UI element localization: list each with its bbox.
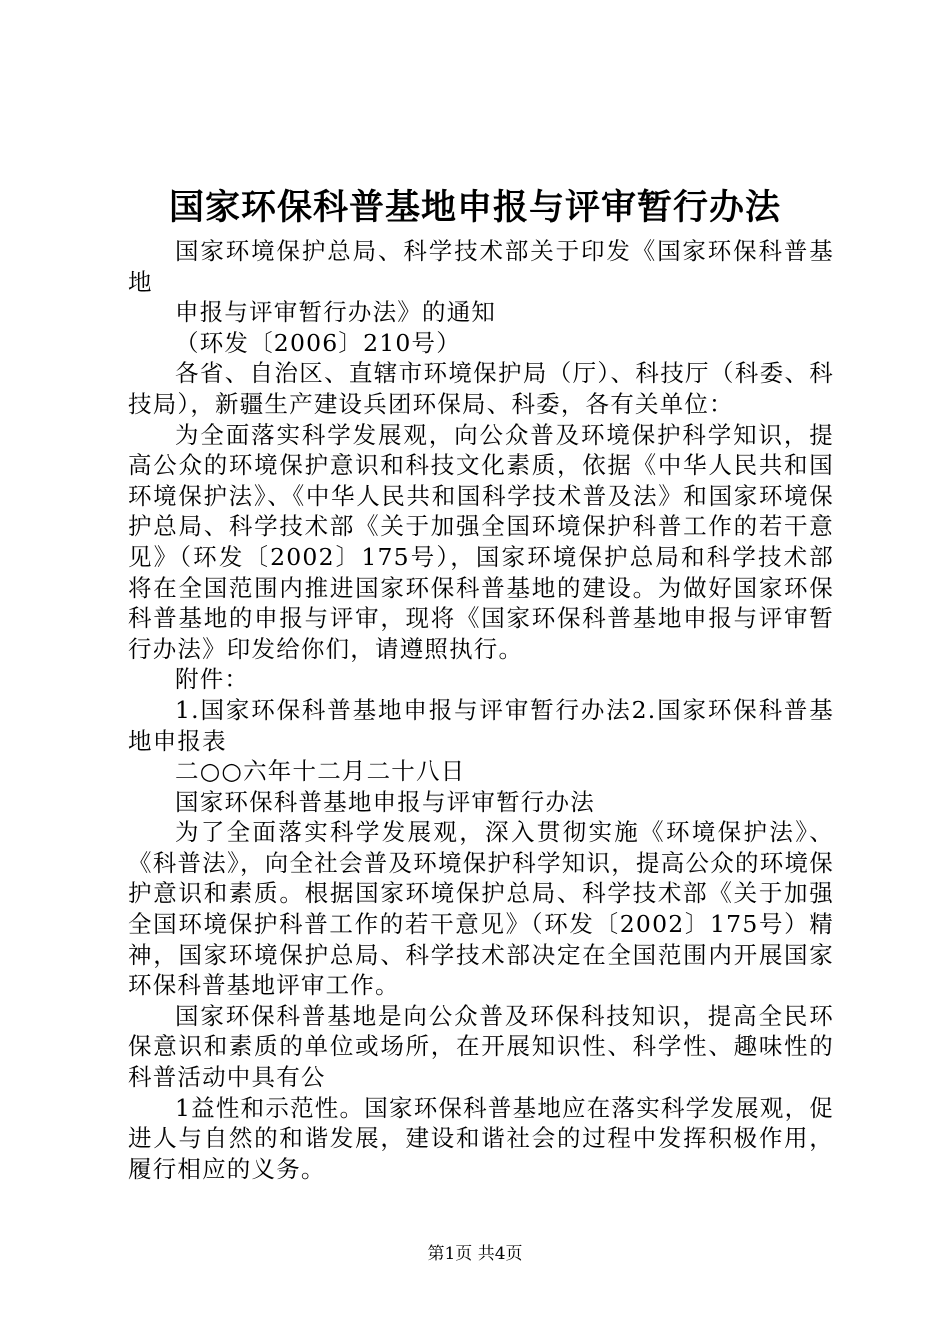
- measures-paragraph-3: 1益性和示范性。国家环保科普基地应在落实科学发展观，促进人与自然的和谐发展，建设和谐社会的过程中发挥积极作用，履行相应的义务。: [128, 1093, 834, 1183]
- document-title: 国家环保科普基地申报与评审暂行办法: [168, 187, 781, 228]
- document-number: （环发〔2006〕210号）: [175, 328, 461, 357]
- document-body: [128, 236, 834, 1184]
- addressees: 各省、自治区、直辖市环境保护局（厅）、科技厅（科委、科技局），新疆生产建设兵团环保局、科委，各有关单位：: [128, 359, 834, 418]
- attachments-label: 附件：: [175, 665, 250, 694]
- measures-paragraph-1: 为了全面落实科学发展观，深入贯彻实施《环境保护法》、《科普法》，向全社会普及环境保护科学知识，提高公众的环境保护意识和素质。根据国家环境保护总局、科学技术部《关于加强全国环境保护科普工作的若干意见》（环发〔2002〕175号）精神，国家环境保护总局、科学技术部决定在全国范围内开展国家环保科普基地评审工作。: [128, 818, 834, 1000]
- page-number-footer: 第1页 共4页: [427, 1244, 523, 1264]
- notice-heading-line-2: 申报与评审暂行办法》的通知: [175, 298, 497, 327]
- attachments-list: 1.国家环保科普基地申报与评审暂行办法2.国家环保科普基地申报表: [128, 695, 834, 755]
- measures-paragraph-2: 国家环保科普基地是向公众普及环保科技知识，提高全民环保意识和素质的单位或场所，在开展知识性、科学性、趣味性的科普活动中具有公: [128, 1001, 834, 1092]
- notice-heading-line-1: 国家环境保护总局、科学技术部关于印发《国家环保科普基地: [128, 237, 834, 296]
- issue-date: 二○○六年十二月二十八日: [175, 757, 466, 786]
- notice-body-paragraph: 为全面落实科学发展观，向公众普及环境保护科学知识，提高公众的环境保护意识和科技文化素质，依据《中华人民共和国环境保护法》、《中华人民共和国科学技术普及法》和国家环境保护总局、科学技术部《关于加强全国环境保护科普工作的若干意见》（环发〔2002〕175号），国家环境保护总局和科学技术部将在全国范围内推进国家环保科普基地的建设。为做好国家环保科普基地的申报与评审，现将《国家环保科普基地申报与评审暂行办法》印发给你们，请遵照执行。: [128, 420, 834, 663]
- measures-subtitle: 国家环保科普基地申报与评审暂行办法: [175, 787, 595, 816]
